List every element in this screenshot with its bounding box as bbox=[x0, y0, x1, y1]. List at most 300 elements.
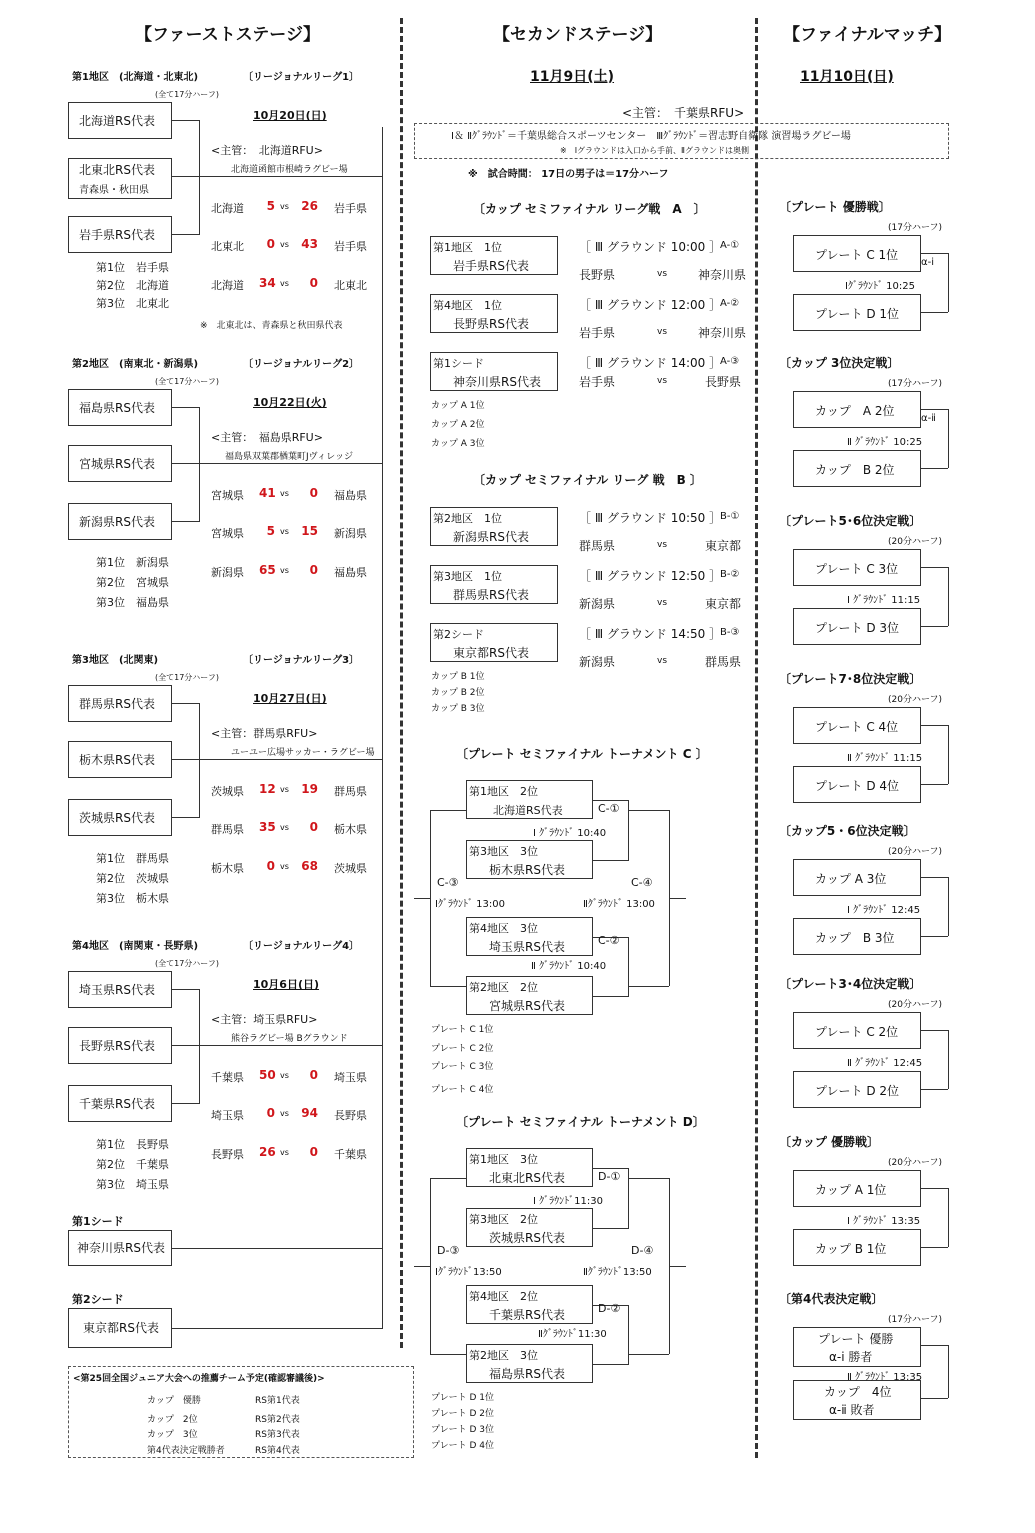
entry-label: 第2地区 2位 bbox=[469, 981, 538, 994]
match-score-b: 94 bbox=[301, 1106, 318, 1120]
recommend-row: カップ 2位 bbox=[147, 1415, 198, 1425]
final-team-b-name: カップ B 2位 bbox=[815, 463, 895, 477]
match-team-a: 埼玉県 bbox=[211, 1109, 244, 1122]
match-score-a: 0 bbox=[266, 1106, 275, 1120]
bracket-line bbox=[593, 1364, 629, 1365]
rank-row: 第3位 栃木県 bbox=[96, 892, 169, 905]
final-team-b-name: プレート D 2位 bbox=[815, 1084, 900, 1098]
entry-label: 第1地区 2位 bbox=[469, 785, 538, 798]
game-info: ［ Ⅲ グラウンド 14:50 ］ bbox=[579, 627, 722, 641]
match-score-a: 0 bbox=[266, 859, 275, 873]
team-box bbox=[68, 445, 172, 482]
entry-box bbox=[466, 1148, 593, 1187]
match-team-a: 群馬県 bbox=[211, 823, 244, 836]
entry-team: 長野県RS代表 bbox=[453, 317, 529, 331]
bracket-line bbox=[172, 463, 382, 464]
entry-team: 栃木県RS代表 bbox=[489, 863, 565, 877]
final-time: Ⅱ ｸﾞﾗｳﾝﾄﾞ 13:35 bbox=[847, 1372, 923, 1383]
entry-box bbox=[430, 623, 558, 662]
bracket-line bbox=[414, 1266, 430, 1267]
entry-label: 第1地区 3位 bbox=[469, 1153, 538, 1166]
team-name: 宮城県RS代表 bbox=[79, 457, 155, 471]
league-venue: 熊谷ラグビー場 Bグラウンド bbox=[231, 1034, 348, 1044]
final-title: 〔カップ 3位決定戦〕 bbox=[779, 356, 900, 370]
final-team-a-name: プレート C 1位 bbox=[815, 248, 899, 262]
final-team-b bbox=[793, 766, 921, 803]
match-team-a: 長野県 bbox=[211, 1148, 244, 1161]
final-team-b bbox=[793, 608, 921, 645]
bracket-line bbox=[921, 784, 948, 785]
bracket-line bbox=[593, 1228, 629, 1229]
rank-row: 第2位 北海道 bbox=[96, 279, 169, 292]
game-team-a: 新潟県 bbox=[579, 597, 616, 611]
bracket-line bbox=[430, 1178, 431, 1354]
final-title: 〔第4代表決定戦〕 bbox=[779, 1292, 884, 1306]
league-rank: カップ B 2位 bbox=[431, 688, 485, 698]
final-time: Ⅰ ｸﾞﾗｳﾝﾄﾞ 13:35 bbox=[847, 1216, 921, 1227]
team-box bbox=[68, 741, 172, 778]
league-rank: カップ A 2位 bbox=[431, 420, 485, 430]
bracket-time: Ⅱｸﾞﾗｳﾝﾄﾞ13:50 bbox=[583, 1267, 652, 1278]
region-league: 〔リージョナルリーグ1〕 bbox=[243, 72, 360, 83]
entry-box bbox=[430, 236, 558, 275]
game-team-b: 長野県 bbox=[705, 375, 742, 389]
bracket-code: D-① bbox=[598, 1170, 621, 1183]
recommend-row: RS第2代表 bbox=[255, 1415, 300, 1425]
team-name: 埼玉県RS代表 bbox=[79, 983, 155, 997]
bracket-line bbox=[172, 1328, 382, 1329]
vs-label: vs bbox=[280, 279, 289, 288]
bracket-line bbox=[172, 120, 200, 121]
vs-label: vs bbox=[280, 823, 289, 832]
entry-team: 茨城県RS代表 bbox=[489, 1231, 565, 1245]
final-time: Ⅱ ｸﾞﾗｳﾝﾄﾞ 12:45 bbox=[847, 1058, 923, 1069]
match-score-b: 19 bbox=[301, 782, 318, 796]
tour-title: 〔プレート セミファイナル トーナメント D〕 bbox=[456, 1115, 705, 1129]
final-team-b-name: プレート D 3位 bbox=[815, 621, 900, 635]
final-half: (20分ハーフ) bbox=[888, 1158, 943, 1168]
entry-team: 東京都RS代表 bbox=[453, 646, 529, 660]
final-date: 11月10日(日) bbox=[800, 69, 894, 85]
vs-label: vs bbox=[280, 1148, 289, 1157]
final-title: 〔カップ5・6位決定戦〕 bbox=[779, 824, 916, 838]
bracket-line bbox=[948, 567, 949, 626]
match-team-a: 宮城県 bbox=[211, 527, 244, 540]
team-name: 栃木県RS代表 bbox=[79, 753, 155, 767]
final-team-a-name: プレート C 4位 bbox=[815, 720, 899, 734]
bracket-line bbox=[430, 1354, 466, 1355]
bracket-line bbox=[172, 1103, 200, 1104]
final-code: α-ⅰ bbox=[921, 257, 934, 268]
bracket-time: Ⅰ ｸﾞﾗｳﾝﾄﾞ11:30 bbox=[533, 1196, 603, 1207]
match-score-a: 65 bbox=[259, 563, 276, 577]
recommend-row: RS第3代表 bbox=[255, 1430, 300, 1440]
recommend-row: 第4代表決定戦勝者 bbox=[147, 1446, 225, 1456]
bracket-line bbox=[628, 1305, 629, 1364]
bracket-code: C-② bbox=[598, 934, 620, 947]
game-info: ［ Ⅲ グラウンド 12:00 ］ bbox=[579, 298, 722, 312]
bracket-line bbox=[948, 725, 949, 784]
rank-row: 第1位 岩手県 bbox=[96, 261, 169, 274]
entry-box bbox=[466, 840, 593, 879]
tour-rank: プレート C 3位 bbox=[431, 1062, 494, 1072]
team-name: 新潟県RS代表 bbox=[79, 515, 155, 529]
match-score-b: 68 bbox=[301, 859, 318, 873]
bracket-line bbox=[948, 877, 949, 936]
vs-label: vs bbox=[657, 327, 668, 337]
seed2-team: 東京都RS代表 bbox=[68, 1308, 172, 1348]
final-title: 〔プレート7･8位決定戦〕 bbox=[779, 672, 922, 686]
match-score-b: 0 bbox=[309, 486, 318, 500]
bracket-line bbox=[430, 810, 466, 811]
bracket-time: Ⅰ ｸﾞﾗｳﾝﾄﾞ 10:40 bbox=[533, 828, 607, 839]
vs-label: vs bbox=[657, 598, 668, 608]
entry-box bbox=[466, 976, 593, 1015]
bracket-line bbox=[593, 860, 629, 861]
league-date: 10月20日(日) bbox=[253, 109, 327, 122]
final-half: (20分ハーフ) bbox=[888, 695, 943, 705]
bracket-code: D-④ bbox=[631, 1244, 654, 1257]
bracket-code: D-③ bbox=[437, 1244, 460, 1257]
venue-line: Ⅰ＆ Ⅱｸﾞﾗｳﾝﾄﾞ＝千葉県総合スポーツセンター Ⅲｸﾞﾗｳﾝﾄﾞ＝習志野自衛隊 演習場ラグビー場 bbox=[451, 131, 851, 142]
recommend-row: カップ 3位 bbox=[147, 1430, 198, 1440]
match-team-b: 千葉県 bbox=[334, 1148, 367, 1161]
entry-box bbox=[466, 780, 593, 819]
rank-row: 第3位 北東北 bbox=[96, 297, 169, 310]
bracket-line bbox=[172, 234, 200, 235]
entry-label: 第3地区 3位 bbox=[469, 845, 538, 858]
bracket-line bbox=[430, 810, 431, 986]
bracket-code: D-② bbox=[598, 1302, 621, 1315]
game-team-a: 岩手県 bbox=[579, 375, 616, 389]
rank-row: 第2位 千葉県 bbox=[96, 1158, 169, 1171]
column-divider bbox=[400, 18, 403, 1348]
bracket-line bbox=[921, 253, 948, 254]
bracket-line bbox=[430, 1178, 466, 1179]
bracket-line bbox=[921, 1398, 948, 1399]
vs-label: vs bbox=[657, 540, 668, 550]
final-half: (20分ハーフ) bbox=[888, 847, 943, 857]
final-team-b-name: カップ B 3位 bbox=[815, 931, 895, 945]
final-team-a-name: プレート C 3位 bbox=[815, 562, 899, 576]
team-name: 岩手県RS代表 bbox=[79, 228, 155, 242]
rank-row: 第2位 宮城県 bbox=[96, 576, 169, 589]
entry-label: 第3地区 1位 bbox=[433, 570, 502, 583]
half-note: (全て17分ハーフ) bbox=[155, 673, 220, 682]
entry-box bbox=[466, 917, 593, 956]
entry-label: 第2地区 3位 bbox=[469, 1349, 538, 1362]
game-team-b: 神奈川県 bbox=[698, 326, 747, 340]
league-rank: カップ A 3位 bbox=[431, 439, 485, 449]
final-team-a bbox=[793, 235, 921, 272]
final-team-b bbox=[793, 1071, 921, 1108]
bracket-line bbox=[199, 407, 200, 522]
match-score-b: 0 bbox=[309, 1145, 318, 1159]
final-team-b-name: プレート D 4位 bbox=[815, 779, 900, 793]
bracket-time: Ⅱｸﾞﾗｳﾝﾄﾞ 13:00 bbox=[583, 899, 655, 910]
game-info: ［ Ⅲ グラウンド 10:50 ］ bbox=[579, 511, 722, 525]
rank-row: 第3位 埼玉県 bbox=[96, 1178, 169, 1191]
team-name: 千葉県RS代表 bbox=[79, 1097, 155, 1111]
tour-title: 〔プレート セミファイナル トーナメント C 〕 bbox=[456, 747, 708, 761]
vs-label: vs bbox=[280, 202, 289, 211]
bracket-line bbox=[921, 1089, 948, 1090]
final-team-b bbox=[793, 294, 921, 331]
bracket-line bbox=[948, 1188, 949, 1247]
venue-box bbox=[414, 123, 949, 159]
bracket-line bbox=[629, 1354, 669, 1355]
entry-team: 埼玉県RS代表 bbox=[489, 940, 565, 954]
entry-box bbox=[430, 565, 558, 604]
final-team-a-name: プレート 優勝 bbox=[818, 1332, 894, 1346]
vs-label: vs bbox=[657, 656, 668, 666]
match-score-b: 0 bbox=[309, 276, 318, 290]
game-code: A-① bbox=[720, 240, 740, 251]
league-host: <主管： 北海道RFU> bbox=[211, 144, 323, 157]
half-note: (全て17分ハーフ) bbox=[155, 959, 220, 968]
match-team-b: 埼玉県 bbox=[334, 1071, 367, 1084]
entry-box bbox=[430, 507, 558, 546]
seed1-team: 神奈川県RS代表 bbox=[68, 1230, 172, 1266]
game-team-a: 長野県 bbox=[579, 268, 616, 282]
bracket-line bbox=[921, 877, 948, 878]
bracket-line bbox=[172, 521, 200, 522]
bracket-line bbox=[948, 409, 949, 468]
game-info: ［ Ⅲ グラウンド 14:00 ］ bbox=[579, 356, 722, 370]
second-host: <主管： 千葉県RFU> bbox=[622, 106, 745, 120]
half-note: (全て17分ハーフ) bbox=[155, 90, 220, 99]
league-venue: 北海道函館市根崎ラグビー場 bbox=[231, 165, 348, 175]
bracket-line bbox=[921, 409, 948, 410]
league-host: <主管：群馬県RFU> bbox=[211, 727, 318, 740]
final-time: Ⅱ ｸﾞﾗｳﾝﾄﾞ 10:25 bbox=[847, 437, 923, 448]
rank-row: 第1位 群馬県 bbox=[96, 852, 169, 865]
match-score-a: 41 bbox=[259, 486, 276, 500]
team-box bbox=[68, 389, 172, 426]
entry-label: 第3地区 2位 bbox=[469, 1213, 538, 1226]
final-title: 〔プレート5･6位決定戦〕 bbox=[779, 514, 922, 528]
match-score-b: 15 bbox=[301, 524, 318, 538]
match-team-b: 岩手県 bbox=[334, 240, 367, 253]
team-name: 茨城県RS代表 bbox=[79, 811, 155, 825]
bracket-line bbox=[629, 810, 669, 811]
entry-box bbox=[466, 1208, 593, 1247]
team-name: 群馬県RS代表 bbox=[79, 697, 155, 711]
vs-label: vs bbox=[657, 376, 668, 386]
region-note: ※ 北東北は、青森県と秋田県代表 bbox=[200, 321, 343, 331]
league-rank: カップ A 1位 bbox=[431, 401, 485, 411]
region-league: 〔リージョナルリーグ2〕 bbox=[243, 359, 360, 370]
vs-label: vs bbox=[280, 489, 289, 498]
bracket-line bbox=[593, 800, 629, 801]
bracket-line bbox=[921, 725, 948, 726]
final-team-a bbox=[793, 1170, 921, 1207]
bracket-line bbox=[172, 1248, 382, 1249]
final-code: α-ⅱ bbox=[921, 413, 936, 424]
final-half: (17分ハーフ) bbox=[888, 1315, 943, 1325]
team-name: 北海道RS代表 bbox=[79, 114, 155, 128]
tour-rank: プレート D 2位 bbox=[431, 1409, 495, 1419]
recommend-row: RS第4代表 bbox=[255, 1446, 300, 1456]
region-title: 第2地区 (南東北・新潟県) bbox=[72, 359, 199, 370]
entry-team: 北海道RS代表 bbox=[493, 804, 563, 817]
vs-label: vs bbox=[280, 1109, 289, 1118]
bracket-time: Ⅰｸﾞﾗｳﾝﾄﾞ13:50 bbox=[435, 1267, 502, 1278]
final-title: 〔プレート 優勝戦〕 bbox=[779, 200, 891, 214]
entry-label: 第4地区 3位 bbox=[469, 922, 538, 935]
final-team-b-name: カップ B 1位 bbox=[815, 1242, 887, 1256]
entry-label: 第2シード bbox=[433, 628, 484, 641]
final-title: 〔プレート3･4位決定戦〕 bbox=[779, 977, 922, 991]
second-stage-header: 【セカンドステージ】 bbox=[493, 25, 663, 45]
bracket-line bbox=[172, 407, 200, 408]
league-venue: ユーユー広場サッカー・ラグビー場 bbox=[231, 748, 375, 758]
region-league: 〔リージョナルリーグ4〕 bbox=[243, 941, 360, 952]
final-team-a-name: カップ A 2位 bbox=[815, 404, 895, 418]
seed2-label: 第2シード bbox=[72, 1293, 124, 1306]
final-team-a-name: カップ A 3位 bbox=[815, 872, 887, 886]
bracket-line bbox=[199, 120, 200, 235]
match-team-b: 新潟県 bbox=[334, 527, 367, 540]
entry-team: 北東北RS代表 bbox=[489, 1171, 565, 1185]
game-team-b: 東京都 bbox=[705, 539, 742, 553]
entry-team: 千葉県RS代表 bbox=[489, 1308, 565, 1322]
league-host: <主管： 福島県RFU> bbox=[211, 431, 323, 444]
game-info: ［ Ⅲ グラウンド 10:00 ］ bbox=[579, 240, 722, 254]
final-team-b bbox=[793, 450, 921, 487]
vs-label: vs bbox=[280, 240, 289, 249]
vs-label: vs bbox=[280, 785, 289, 794]
match-score-b: 43 bbox=[301, 237, 318, 251]
team-box bbox=[68, 685, 172, 722]
bracket-line bbox=[172, 703, 200, 704]
tour-rank: プレート D 4位 bbox=[431, 1441, 495, 1451]
team-box bbox=[68, 102, 172, 139]
bracket-code: C-③ bbox=[437, 876, 459, 889]
bracket-line bbox=[948, 1345, 949, 1398]
vs-label: vs bbox=[657, 269, 668, 279]
game-code: B-① bbox=[720, 511, 740, 522]
second-stage-date: 11月9日(土) bbox=[530, 69, 615, 85]
bracket-line bbox=[172, 989, 200, 990]
match-team-a: 千葉県 bbox=[211, 1071, 244, 1084]
league-date: 10月6日(日) bbox=[253, 978, 320, 991]
league-date: 10月22日(火) bbox=[253, 396, 327, 409]
bracket-line bbox=[430, 986, 466, 987]
match-team-a: 北海道 bbox=[211, 279, 244, 292]
match-score-a: 12 bbox=[259, 782, 276, 796]
match-score-b: 26 bbox=[301, 199, 318, 213]
final-time: Ⅰ ｸﾞﾗｳﾝﾄﾞ 12:45 bbox=[847, 905, 921, 916]
bracket-line bbox=[921, 1030, 948, 1031]
match-team-a: 宮城県 bbox=[211, 489, 244, 502]
bracket-line bbox=[593, 1168, 629, 1169]
bracket-line bbox=[172, 176, 382, 177]
bracket-line bbox=[921, 1188, 948, 1189]
league-rank: カップ B 3位 bbox=[431, 704, 485, 714]
bracket-line bbox=[669, 898, 686, 899]
vs-label: vs bbox=[280, 527, 289, 536]
bracket-code: C-① bbox=[598, 802, 620, 815]
bracket-line bbox=[921, 312, 948, 313]
entry-team: 神奈川県RS代表 bbox=[453, 375, 541, 389]
bracket-line bbox=[921, 1345, 948, 1346]
team-name: 福島県RS代表 bbox=[79, 401, 155, 415]
bracket-line bbox=[669, 1266, 686, 1267]
match-team-b: 北東北 bbox=[334, 279, 367, 292]
bracket-line bbox=[628, 1168, 629, 1228]
bracket-line bbox=[921, 468, 948, 469]
venue-note: ※ Ⅰグラウンドは入口から手前、Ⅱグラウンドは奥側 bbox=[560, 146, 749, 155]
region-title: 第4地区 (南関東・長野県) bbox=[72, 941, 199, 952]
match-score-a: 5 bbox=[266, 524, 275, 538]
bracket-line bbox=[414, 898, 430, 899]
match-team-b: 福島県 bbox=[334, 489, 367, 502]
bracket-line bbox=[199, 703, 200, 818]
rank-row: 第1位 長野県 bbox=[96, 1138, 169, 1151]
team-box bbox=[68, 158, 172, 199]
final-time: Ⅰｸﾞﾗｳﾝﾄﾞ 10:25 bbox=[845, 281, 915, 292]
entry-label: 第4地区 2位 bbox=[469, 1290, 538, 1303]
match-score-a: 0 bbox=[266, 237, 275, 251]
final-team-b bbox=[793, 1380, 921, 1420]
final-team-a bbox=[793, 1012, 921, 1049]
match-team-b: 栃木県 bbox=[334, 823, 367, 836]
final-team-a-name: プレート C 2位 bbox=[815, 1025, 899, 1039]
entry-label: 第1シード bbox=[433, 357, 484, 370]
match-score-a: 34 bbox=[259, 276, 276, 290]
final-time: Ⅱ ｸﾞﾗｳﾝﾄﾞ 11:15 bbox=[847, 753, 923, 764]
entry-team: 宮城県RS代表 bbox=[489, 999, 565, 1013]
game-team-b: 東京都 bbox=[705, 597, 742, 611]
rank-row: 第3位 福島県 bbox=[96, 596, 169, 609]
league-date: 10月27日(日) bbox=[253, 692, 327, 705]
entry-box bbox=[430, 294, 558, 333]
match-team-b: 群馬県 bbox=[334, 785, 367, 798]
entry-team: 岩手県RS代表 bbox=[453, 259, 529, 273]
league-rank: カップ B 1位 bbox=[431, 672, 485, 682]
game-team-a: 群馬県 bbox=[579, 539, 616, 553]
recommend-box bbox=[68, 1366, 414, 1458]
final-team-a bbox=[793, 1327, 921, 1367]
team-box bbox=[68, 1085, 172, 1122]
vs-label: vs bbox=[280, 862, 289, 871]
final-team-b-name: プレート D 1位 bbox=[815, 307, 900, 321]
match-score-b: 0 bbox=[309, 1068, 318, 1082]
final-team-a-sub: α-ⅰ 勝者 bbox=[829, 1350, 873, 1364]
match-score-a: 26 bbox=[259, 1145, 276, 1159]
half-note: (全て17分ハーフ) bbox=[155, 377, 220, 386]
first-stage-header: 【ファーストステージ】 bbox=[135, 25, 320, 45]
game-team-a: 岩手県 bbox=[579, 326, 616, 340]
league-title: 〔カップ セミファイナル リーグ 戦 B 〕 bbox=[473, 473, 702, 487]
region-title: 第3地区 (北関東) bbox=[72, 655, 159, 666]
bracket-line bbox=[199, 989, 200, 1104]
bracket-time: Ⅰｸﾞﾗｳﾝﾄﾞ 13:00 bbox=[435, 899, 505, 910]
rank-row: 第2位 茨城県 bbox=[96, 872, 169, 885]
tour-rank: プレート D 3位 bbox=[431, 1425, 495, 1435]
final-half: (17分ハーフ) bbox=[888, 379, 943, 389]
game-team-a: 新潟県 bbox=[579, 655, 616, 669]
match-team-b: 長野県 bbox=[334, 1109, 367, 1122]
league-venue: 福島県双葉郡楢葉町Jヴィレッジ bbox=[225, 452, 354, 462]
final-team-a bbox=[793, 707, 921, 744]
bracket-line bbox=[921, 1247, 948, 1248]
column-divider bbox=[755, 18, 758, 1458]
game-team-b: 群馬県 bbox=[705, 655, 742, 669]
bracket-line bbox=[172, 759, 382, 760]
final-match-header: 【ファイナルマッチ】 bbox=[783, 25, 952, 45]
